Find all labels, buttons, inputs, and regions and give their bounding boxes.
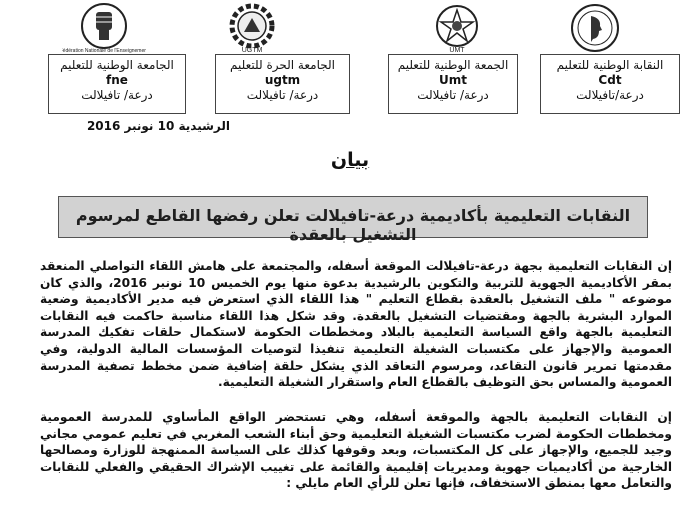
gear-icon (222, 2, 282, 54)
umt-logo (427, 2, 487, 54)
body-paragraph-1: إن النقابات التعليمية بجهة درعة-تافيلالت الموقعة أسفله، والمجتمعة على هامش اللقاء التواصلي المنعقد بمقر الأكاديمية الجهوية للتربية والتكوين بالرشيدية بدعوة منها يوم الخميس 10 نونبر 2016، والذي كان موضوعه " ملف التشغيل بالعقدة بقطاع التعليم " هذا اللقاء الذي استعرض فيه مدير الأكاديمية وضعية الموارد البشرية بالجهة ومقتضيات التشغيل بالعقدة. وقد شكل هذا اللقاء مناسبة حاكمت فيه النقابات التعليمية بالجهة واقع السياسة التعليمية بالبلاد ومخططات الحكومة لاستكمال حلقات تفكيك المدرسة العمومية والإجهاز على مكتسبات الشغيلة التعليمية تنفيذا لتوصيات المؤسسات المالية الدولية، وفي مقدمتها تمرير قانون التقاعد، ومرسوم التعاقد الذي يشكل حلقة إضافية ضمن مخطط تصفية المدرسة العمومية والمساس بحق التوظيف بالقطاع العام واستقرار الشغيلة التعليمية. (40, 259, 672, 390)
union-region: درعة/تافيلالت (576, 88, 644, 102)
union-name: الجمعة الوطنية للتعليم (397, 58, 509, 72)
umt-logo-text: UMT (449, 47, 465, 54)
union-block-cdt (540, 54, 680, 114)
union-region: درعة/ تافيلالت (246, 88, 319, 102)
union-name: الجامعة الحرة للتعليم (230, 58, 335, 72)
union-region: درعة/ تافيلالت (417, 88, 489, 102)
document-date: الرشيدية 10 نونبر 2016 (86, 119, 230, 133)
document-title: بيان (330, 149, 370, 171)
union-abbr: fne (106, 73, 128, 87)
union-abbr: ugtm (264, 73, 301, 87)
union-block-umt (388, 54, 518, 114)
body-paragraph-2: إن النقابات التعليمية بالجهة والموقعة أسفله، وهي تستحضر الواقع المأساوي للمدرسة العمومية ومخططات الحكومة لضرب مكتسبات الشغيلة التعليمية وحق أبناء الشعب المغربي في تعليم عمومي مجاني وجيد للجميع، والإجهاز على كل المكتسبات، وبعد وقوفها كذلك على السياسة الممنهجة للوزارة ومصالحها الخارجية من أكاديميات جهوية ومديريات إقليمية والقائمة على تغييب الإشراك الحقيقي والفعلي للنقابات والتعامل معها بمنطق الاستخفاف، فإنها تعلن للرأي العام مايلي : (40, 410, 672, 491)
union-block-ugtm (215, 54, 350, 114)
star-emblem-icon (427, 2, 487, 54)
fne-logo-text: Fédération Nationale de l'Enseignement (62, 48, 146, 54)
union-abbr: Cdt (598, 73, 622, 87)
fne-logo (62, 2, 146, 54)
headline-text: النقابات التعليمية بأكاديمية درعة-تافيلالت تعلن رفضها القاطع لمرسوم التشغيل بالعقدة (75, 206, 631, 244)
headline-box (58, 196, 648, 244)
union-name: الجامعة الوطنية للتعليم (60, 58, 174, 72)
union-abbr: Umt (439, 73, 467, 87)
ugtm-logo (222, 2, 282, 54)
union-block-fne (48, 54, 186, 114)
cdt-logo (565, 2, 625, 54)
union-name: النقابة الوطنية للتعليم (556, 58, 664, 72)
union-region: درعة/ تافيلالت (81, 88, 153, 102)
raised-fist-icon (62, 2, 146, 54)
profile-seal-icon (565, 2, 625, 54)
ugtm-logo-text: UGTM (241, 47, 263, 54)
